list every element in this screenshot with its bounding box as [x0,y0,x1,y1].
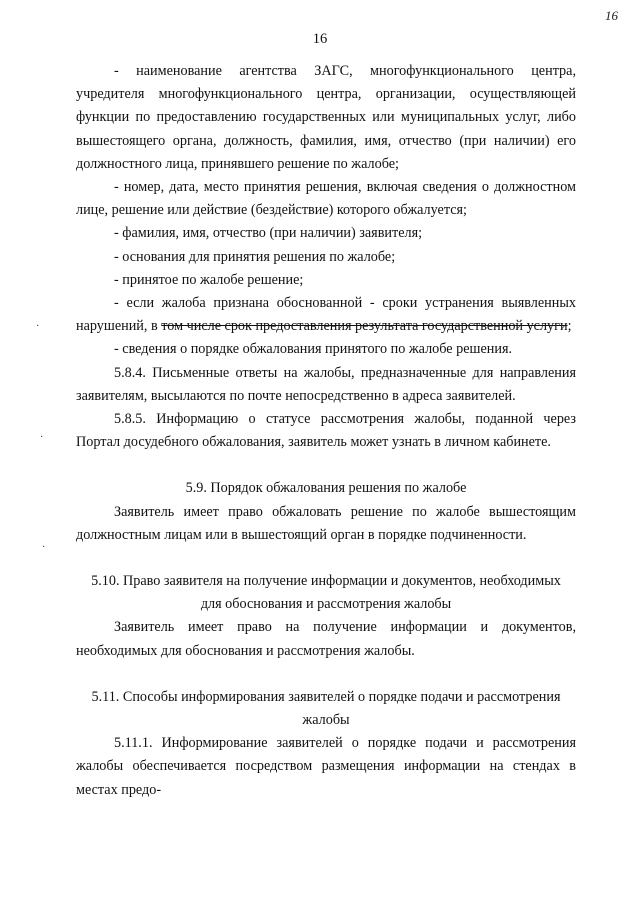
paragraph: - наименование агентства ЗАГС, многофункционального центра, учредителя многофункционального центра, организации, осуществляющей функции по предоставлению государственных или муниципальных услуг, либо вышестоящего органа, должность, фамилия, имя, отчество (при наличии) его должностного лица, принявшего решение по жалобе; [76,63,576,172]
paragraph: - основания для принятия решения по жалобе; [114,248,396,265]
margin-mark: · [36,321,40,332]
handwritten-page-number: 16 [605,8,618,23]
paragraph: 5.8.4. Письменные ответы на жалобы, предназначенные для направления заявителям, высылаются по почте непосредственно в адреса заявителей. [76,364,576,404]
spacer [76,454,576,477]
paragraph: 5.11.1. Информирование заявителей о порядке подачи и рассмотрения жалобы обеспечивается посредством размещения информации на стендах в местах предо- [76,735,576,798]
paragraph-text: ; [567,318,572,335]
paragraph: - сведения о порядке обжалования принятого по жалобе решения. [114,341,513,358]
section-heading: 5.11. Способы информирования заявителей о порядке подачи и рассмотрения жалобы [91,688,561,729]
paragraph: - фамилия, имя, отчество (при наличии) заявителя; [114,225,423,242]
margin-mark: · [40,432,44,443]
spacer [76,547,576,570]
document-body [76,60,576,802]
paragraph: 5.8.5. Информацию о статусе рассмотрения жалобы, поданной через Портал досудебного обжалования, заявитель может узнать в личном кабинете. [76,411,576,451]
section-heading: 5.10. Право заявителя на получение информации и документов, необходимых для обоснования и рассмотрения жалобы [91,573,561,613]
paragraph: Заявитель имеет право на получение информации и документов, необходимых для обоснования и рассмотрения жалобы. [76,619,576,659]
paragraph-text: - если жалоба признана обоснованной - сроки устранения выявленных нарушений, в [76,295,576,335]
spacer [76,663,576,686]
struck-text: том числе срок предоставления результата государственной услуги [161,318,568,335]
paragraph: - номер, дата, место принятия решения, включая сведения о должностном лице, решение или действие (бездействие) которого обжалуется; [76,179,576,219]
section-heading: 5.9. Порядок обжалования решения по жалобе [185,480,467,497]
paragraph: - принятое по жалобе решение; [114,271,304,288]
margin-mark: · [42,542,46,553]
paragraph: Заявитель имеет право обжаловать решение по жалобе вышестоящим должностным лицам или в вышестоящий орган в порядке подчиненности. [76,503,576,543]
page-number: 16 [312,31,328,47]
paragraph [76,292,576,338]
